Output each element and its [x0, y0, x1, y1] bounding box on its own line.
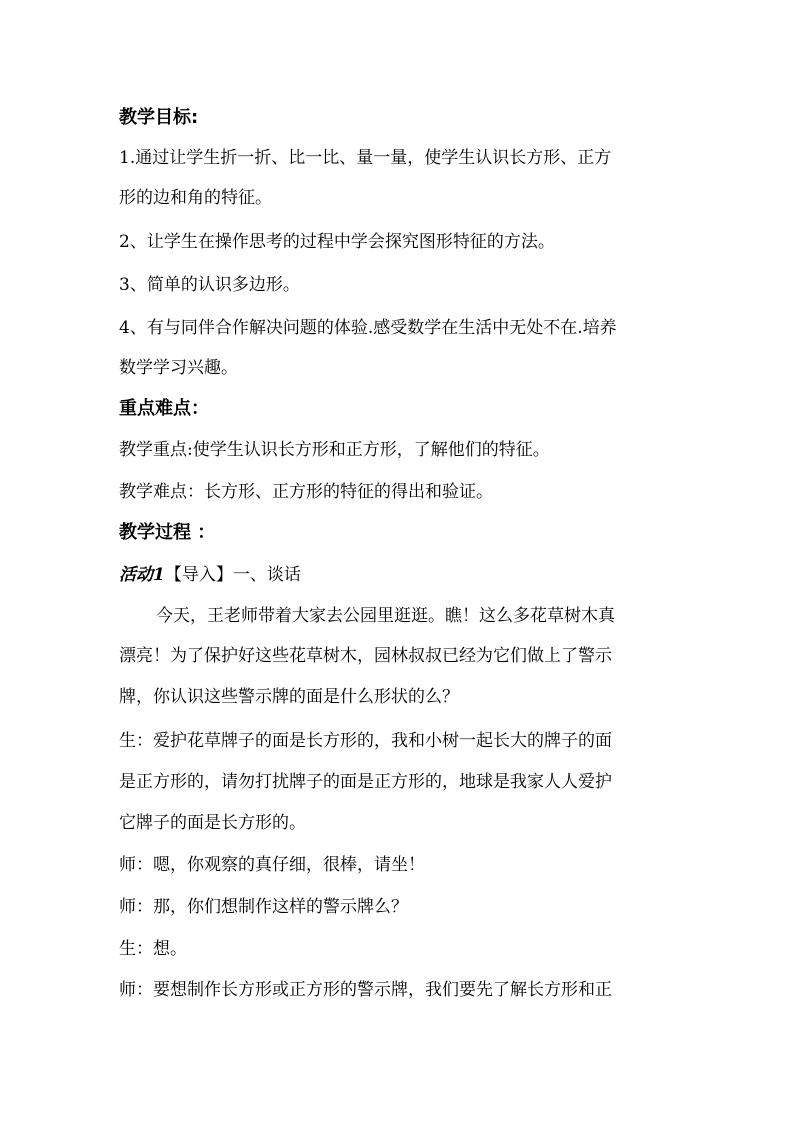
dialogue-line-7: 师：要想制作长方形或正方形的警示牌，我们要先了解长方形和正 [119, 980, 612, 1000]
objective-line-6: 数学学习兴趣。 [119, 358, 238, 378]
objectives-heading: 教学目标: [119, 107, 199, 128]
dialogue-line-1: 生：爱护花草牌子的面是长方形的，我和小树一起长大的牌子的面 [119, 731, 612, 751]
key-points-heading: 重点难点： [119, 398, 209, 419]
activity-label: 活动1 [119, 565, 165, 585]
dialogue-line-2: 是正方形的，请勿打扰牌子的面是正方形的，地球是我家人人爱护 [119, 772, 612, 792]
objective-line-4: 3、简单的认识多边形。 [119, 275, 300, 295]
paragraph-line-3: 牌，你认识这些警示牌的面是什么形状的么？ [119, 687, 459, 707]
dialogue-line-3: 它牌子的面是长方形的。 [119, 813, 306, 833]
objective-line-5: 4、有与同伴合作解决问题的体验.感受数学在生活中无处不在.培养 [119, 318, 617, 338]
teaching-difficulty: 教学难点：长方形、正方形的特征的得出和验证。 [119, 482, 493, 502]
paragraph-line-1: 今天，王老师带着大家去公园里逛逛。瞧！这么多花草树木真 [156, 606, 615, 626]
process-heading: 教学过程 ： [119, 522, 216, 543]
dialogue-line-4: 师：嗯，你观察的真仔细，很棒，请坐！ [119, 855, 425, 875]
dialogue-line-5: 师：那，你们想制作这样的警示牌么？ [119, 897, 408, 917]
dialogue-line-6: 生：想。 [119, 939, 187, 959]
teaching-focus: 教学重点:使学生认识长方形和正方形，了解他们的特征。 [119, 440, 550, 460]
activity-title: 【导入】一、谈话 [164, 565, 301, 585]
paragraph-line-2: 漂亮！为了保护好这些花草树木，园林叔叔已经为它们做上了警示 [119, 646, 612, 666]
objective-line-1: 1.通过让学生折一折、比一比、量一量，使学生认识长方形、正方 [119, 148, 612, 168]
objective-line-2: 形的边和角的特征。 [119, 188, 272, 208]
objective-line-3: 2、让学生在操作思考的过程中学会探究图形特征的方法。 [119, 232, 555, 252]
activity-title-line [119, 563, 679, 587]
